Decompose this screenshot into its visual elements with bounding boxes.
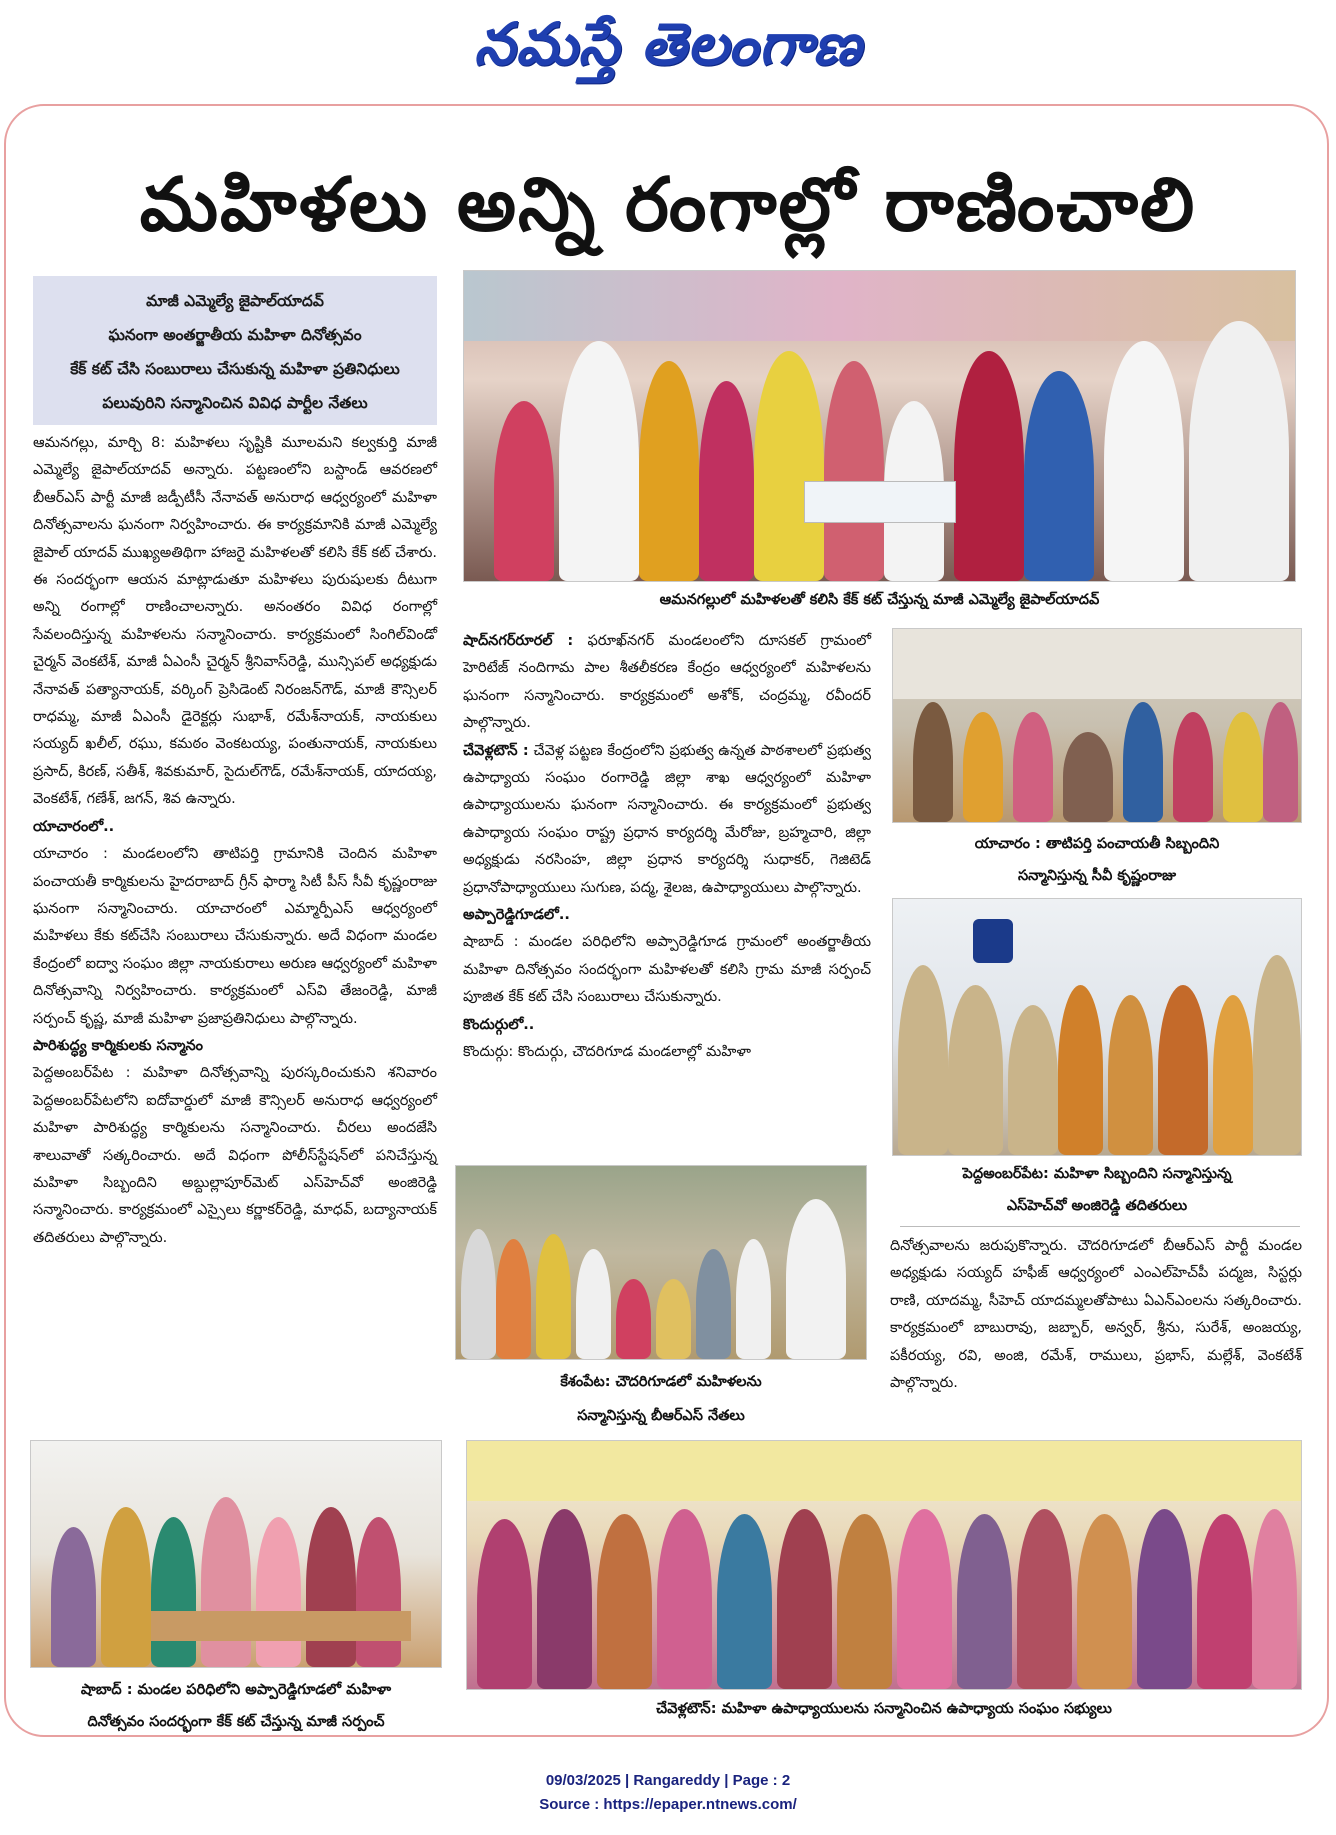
peddaamberpet-photo-caption: పెద్దఅంబర్‌పేట: మహిళా సిబ్బందిని సన్మానిస్తున్న ఎస్‌హెచ్‌వో అంజిరెడ్డి తదితరులు bbox=[962, 1166, 1232, 1214]
summary-line: పలువురిని సన్మానించిన వివిధ పార్టీల నేతలు bbox=[102, 394, 368, 412]
article-paragraph: ఆమనగల్లు, మార్చి 8: మహిళలు సృష్టికి మూలమని కల్వకుర్తి మాజీ ఎమ్మెల్యే జైపాల్‌యాదవ్ అన్నారు. పట్టణంలోని బస్టాండ్ ఆవరణలో బీఆర్‌ఎస్ పార్టీ మాజీ జడ్పీటీసీ నేనావత్ అనురాధ ఆధ్వర్యంలో మహిళా దినోత్సవాలను ఘనంగా నిర్వహించారు. ఈ కార్యక్రమానికి మాజీ ఎమ్మెల్యే జైపాల్ యాదవ్ ముఖ్యఅతిథిగా హాజరై మహిళలతో కలిసి కేక్ కట్ చేశారు. ఈ సందర్భంగా ఆయన మాట్లాడుతూ మహిళలు పురుషులకు దీటుగా అన్ని రంగాల్లో రాణించాలన్నారు. అనంతరం వివిధ రంగాల్లో సేవలందిస్తున్న మహిళలను సన్మానించారు. కార్యక్రమంలో సింగిల్‌విండో చైర్మన్ వెంకటేశ్, మాజీ ఏఎంసీ చైర్మన్ శ్రీనివాస్‌రెడ్డి, మున్సిపల్ అధ్యక్షుడు నేనావత్ పత్యానాయక్, వర్కింగ్ ప్రెసిడెంట్ నిరంజన్‌గౌడ్, మాజీ కౌన్సిలర్ రాధమ్మ, మాజీ ఏఎంసీ డైరెక్టర్లు సుభాశ్, రమేశ్‌నాయక్, నాయకులు సయ్యద్ ఖలీల్, రఘు, కమఠం వెంకటయ్య, పంతునాయక్, నాయకులు ప్రసాద్, కిరణ్, సతీశ్, శివకుమార్, సైదుల్‌గౌడ్, రమేశ్‌నాయక్, యాదయ్య, వెంకటేశ్, గణేశ్, జగన్, శివ ఉన్నారు. bbox=[33, 435, 437, 808]
headline: మహిళలు అన్ని రంగాల్లో రాణించాలి bbox=[139, 162, 1197, 248]
main-photo-caption: ఆమనగల్లులో మహిళలతో కలిసి కేక్ కట్ చేస్తున్న మాజీ ఎమ్మెల్యే జైపాల్‌యాదవ్ bbox=[659, 592, 1100, 608]
section-subheading: యాచారంలో.. bbox=[33, 818, 115, 835]
article-paragraph: చేవెళ్లటౌన్ : చేవెళ్ల పట్టణ కేంద్రంలోని ప్రభుత్వ ఉన్నత పాఠశాలలో ప్రభుత్వ ఉపాధ్యాయ సంఘం రంగారెడ్డి జిల్లా శాఖ ఆధ్వర్యంలో మహిళా ఉపాధ్యాయులను ఘనంగా సన్మానించారు. ఈ కార్యక్రమంలో ప్రభుత్వ ఉపాధ్యాయ సంఘం రాష్ట్ర ప్రధాన కార్యదర్శి మేరోజు, బ్రహ్మచారి, జిల్లా అధ్యక్షుడు నరసింహ, జిల్లా ప్రధాన కార్యదర్శి సుధాకర్, గెజిటెడ్ ప్రధానోపాధ్యాయులు సుగుణ, పద్మ, శైలజ, ఉపాధ్యాయులు పాల్గొన్నారు. bbox=[463, 742, 871, 896]
yacharam-photo bbox=[892, 628, 1302, 823]
article-paragraph: దినోత్సవాలను జరుపుకొన్నారు. చౌదరిగూడలో బీఆర్‌ఎస్ పార్టీ మండల అధ్యక్షుడు సయ్యద్ హఫీజ్ ఆధ్వర్యంలో ఎంఎల్‌హెచ్‌పీ పద్మజ, సిస్టర్లు రాణి, యాదమ్మ, సీహెచ్ యాదమ్మలతోపాటు ఏఎన్‌ఎంలను సత్కరించారు. కార్యక్రమంలో బాబురావు, జబ్బార్, అన్వర్, శ్రీను, సురేశ్, అంజయ్య, పకీరయ్య, రవి, అంజి, రమేశ్, రాములు, ప్రభాస్, మల్లేశ్, వెంకటేశ్ పాల్గొన్నారు. bbox=[890, 1238, 1302, 1392]
shabad-photo-caption: షాబాద్ : మండల పరిధిలోని అప్పారెడ్డిగూడలో మహిళా దినోత్సవం సందర్భంగా కేక్ కట్ చేస్తున్న మాజీ సర్పంచ్ bbox=[80, 1682, 392, 1730]
shabad-photo bbox=[30, 1440, 442, 1668]
keshampet-photo-caption: కేశంపేట: చౌదరిగూడలో మహిళలను సన్మానిస్తున్న బీఆర్‌ఎస్ నేతలు bbox=[560, 1374, 762, 1424]
yacharam-photo-caption: యాచారం : తాటిపర్తి పంచాయతీ సిబ్బందిని సన్మానిస్తున్న సీవీ కృష్ణంరాజు bbox=[974, 836, 1220, 884]
dateline: షాద్‌నగర్‌రూరల్ : bbox=[463, 633, 574, 649]
column-middle bbox=[463, 628, 871, 1118]
article-paragraph: యాచారం : మండలంలోని తాటిపర్తి గ్రామానికి చెందిన మహిళా పంచాయతీ కార్మికులను హైదరాబాద్ గ్రీన్ ఫార్మా సిటీ పీస్ సీవీ కృష్ణంరాజు ఘనంగా సన్మానించారు. యాచారంలో ఎమ్మార్పీఎస్ ఆధ్వర్యంలో మహిళలు కేకు కట్‌చేసి సంబురాలు చేసుకున్నారు. అదే విధంగా మండల కేంద్రంలో ఐద్వా సంఘం జిల్లా నాయకురాలు అరుణ ఆధ్వర్యంలో మహిళా దినోత్సవాన్ని నిర్వహించారు. కార్యక్రమంలో ఎస్‌వి తేజంరెడ్డి, మాజీ సర్పంచ్ కృష్ణ, మాజీ మహిళా ప్రజాప్రతినిధులు పాల్గొన్నారు. bbox=[33, 846, 437, 1027]
caption-divider bbox=[900, 1226, 1300, 1227]
article-paragraph: పెద్దఅంబర్‌పేట : మహిళా దినోత్సవాన్ని పురస్కరించుకుని శనివారం పెద్దఅంబర్‌పేటలోని ఐదోవార్డులో మాజీ కౌన్సిలర్ అనురాధ ఆధ్వర్యంలో మహిళా పారిశుద్ధ్య కార్మికులను సన్మానించారు. చీరలు అందజేసి శాలువాతో సత్కరించారు. అదే విధంగా పోలీస్‌స్టేషన్‌లో పనిచేస్తున్న మహిళా సిబ్బందిని అబ్దుల్లాపూర్‌మెట్ ఎస్‌హెచ్‌వో అంజిరెడ్డి సన్మానించారు. కార్యక్రమంలో ఎస్సైలు కర్ణాకర్‌రెడ్డి, మాధవ్, బద్యానాయక్ తదితరులు పాల్గొన్నారు. bbox=[33, 1065, 437, 1246]
summary-line: ఘనంగా అంతర్జాతీయ మహిళా దినోత్సవం bbox=[108, 326, 362, 344]
peddaamberpet-photo bbox=[892, 898, 1302, 1156]
article-paragraph: షాబాద్ : మండల పరిధిలోని అప్పారెడ్డిగూడ గ్రామంలో అంతర్జాతీయ మహిళా దినోత్సవం సందర్భంగా మహిళలతో కలిసి గ్రామ మాజీ సర్పంచ్ పూజిత కేక్ కట్ చేసి సంబురాలు చేసుకున్నారు. bbox=[463, 934, 871, 1006]
chevella-photo bbox=[466, 1440, 1302, 1690]
dateline: చేవెళ్లటౌన్ : bbox=[463, 742, 529, 759]
chevella-photo-caption: చేవెళ్లటౌన్: మహిళా ఉపాధ్యాయులను సన్మానించిన ఉపాధ్యాయ సంఘం సభ్యులు bbox=[656, 1701, 1112, 1717]
summary-line: మాజీ ఎమ్మెల్యే జైపాల్‌యాదవ్ bbox=[146, 292, 324, 310]
summary-box bbox=[33, 276, 437, 425]
newspaper-logo: నమస్తే తెలంగాణ bbox=[474, 10, 862, 78]
section-subheading: అప్పారెడ్డిగూడలో.. bbox=[463, 907, 570, 924]
article-paragraph: షాద్‌నగర్‌రూరల్ : ఫరూఖ్‌నగర్ మండలంలోని దూసకల్ గ్రామంలో హెరిటేజ్ నందిగామ పాల శీతలీకరణ కేంద్రం ఆధ్వర్యంలో మహిళలను ఘనంగా సన్మానించారు. కార్యక్రమంలో అశోక్, చంద్రమ్మ, రవీందర్ పాల్గొన్నారు. bbox=[463, 633, 871, 732]
summary-line: కేక్ కట్ చేసి సంబురాలు చేసుకున్న మహిళా ప్రతినిధులు bbox=[70, 360, 400, 378]
footer-dateline: 09/03/2025 | Rangareddy | Page : 2 bbox=[545, 1772, 791, 1789]
column-right-bottom bbox=[890, 1233, 1302, 1433]
main-photo bbox=[463, 270, 1296, 582]
masthead bbox=[0, 0, 1336, 100]
footer-source: Source : https://epaper.ntnews.com/ bbox=[539, 1796, 797, 1813]
section-subheading: పారిశుద్ధ్య కార్మికులకు సన్మానం bbox=[33, 1037, 204, 1054]
keshampet-photo bbox=[455, 1165, 867, 1360]
column-left bbox=[33, 430, 437, 1410]
article-paragraph: కొందుర్గు: కొందుర్గు, చౌదరిగూడ మండలాల్లో మహిళా bbox=[463, 1044, 751, 1061]
section-subheading: కొందుర్గులో.. bbox=[463, 1016, 535, 1033]
